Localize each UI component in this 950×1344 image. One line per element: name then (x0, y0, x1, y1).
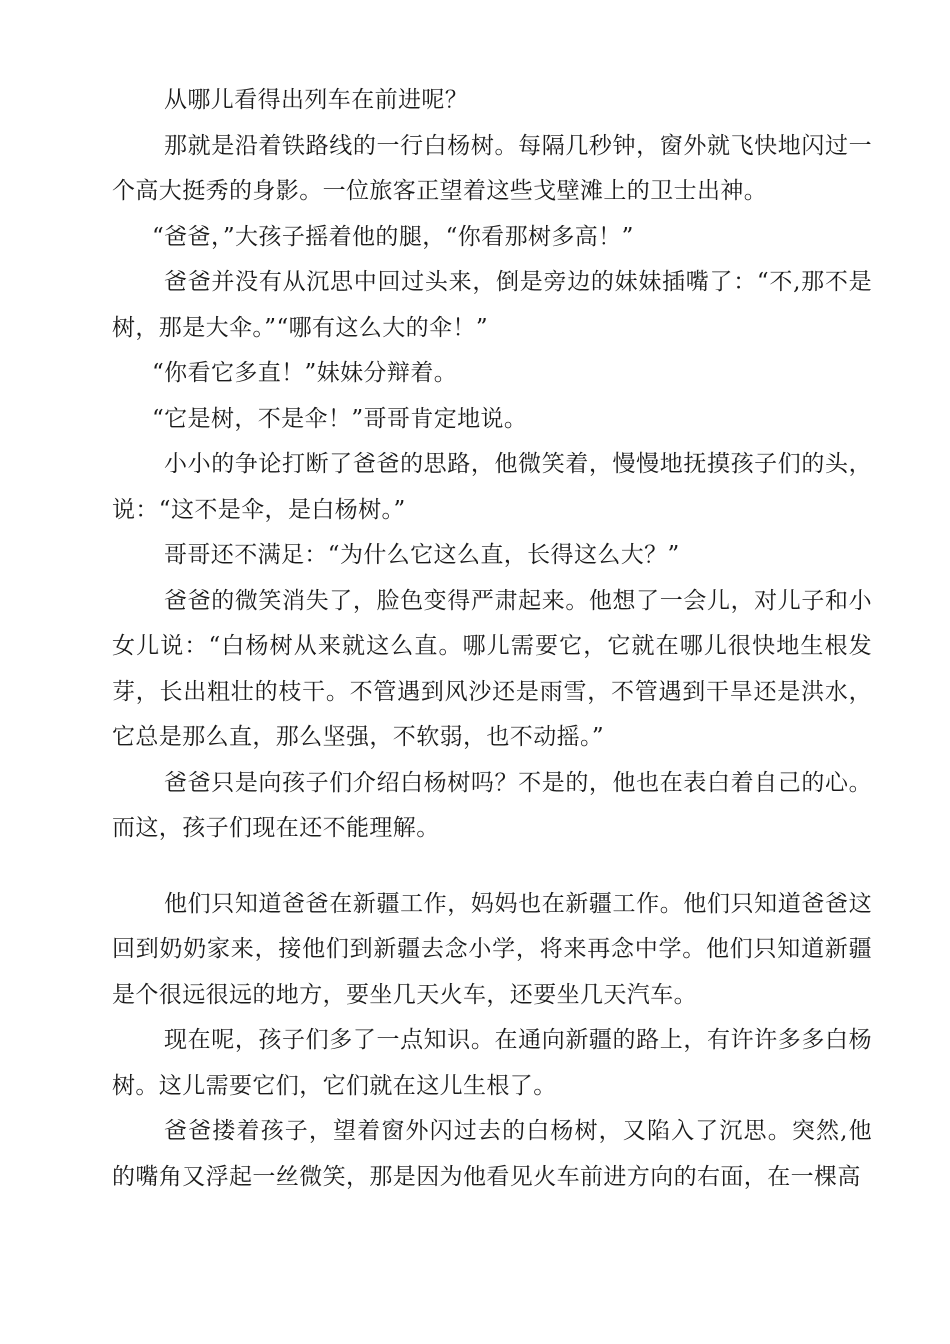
paragraph: “爸爸，”大孩子摇着他的腿，“你看那树多高！” (152, 223, 634, 250)
paragraph: 哥哥还不满足：“为什么它这么直，长得这么大？” (164, 542, 680, 568)
paragraph: 从哪儿看得出列车在前进呢？ (164, 87, 469, 113)
paragraph: “你看它多直！”妹妹分辩着。 (152, 360, 458, 386)
paragraph: 爸爸搂着孩子，望着窗外闪过去的白杨树，又陷入了沉思。突然,他的嘴角又浮起一丝微笑，那是因为他看见火车前进方向的右面，在一棵高 (112, 1118, 872, 1190)
paragraph: 爸爸并没有从沉思中回过头来，倒是旁边的妹妹插嘴了：“不,那不是树，那是大伞。”“哪有这么大的伞！” (112, 269, 872, 341)
document-body (112, 78, 872, 1200)
paragraph: 爸爸的微笑消失了，脸色变得严肃起来。他想了一会儿，对儿子和小女儿说：“白杨树从来就这么直。哪儿需要它，它就在哪儿很快地生根发芽，长出粗壮的枝干。不管遇到风沙还是雨雪，不管遇到干旱还是洪水，它总是那么直，那么坚强，不软弱，也不动摇。” (112, 587, 872, 750)
paragraph: “它是树，不是伞！”哥哥肯定地说。 (152, 405, 528, 432)
paragraph: 现在呢，孩子们多了一点知识。在通向新疆的路上，有许许多多白杨树。这儿需要它们，它们就在这儿生根了。 (112, 1027, 872, 1099)
paragraph: 小小的争论打断了爸爸的思路，他微笑着，慢慢地抚摸孩子们的头，说：“这不是伞，是白杨树。” (112, 451, 872, 523)
paragraph: 他们只知道爸爸在新疆工作，妈妈也在新疆工作。他们只知道爸爸这回到奶奶家来，接他们到新疆去念小学，将来再念中学。他们只知道新疆是个很远很远的地方，要坐几天火车，还要坐几天汽车。 (112, 890, 872, 1008)
paragraph: 那就是沿着铁路线的一行白杨树。每隔几秒钟，窗外就飞快地闪过一个高大挺秀的身影。一位旅客正望着这些戈壁滩上的卫士出神。 (112, 132, 872, 204)
paragraph: 爸爸只是向孩子们介绍白杨树吗？不是的，他也在表白着自己的心。而这，孩子们现在还不能理解。 (112, 769, 872, 841)
